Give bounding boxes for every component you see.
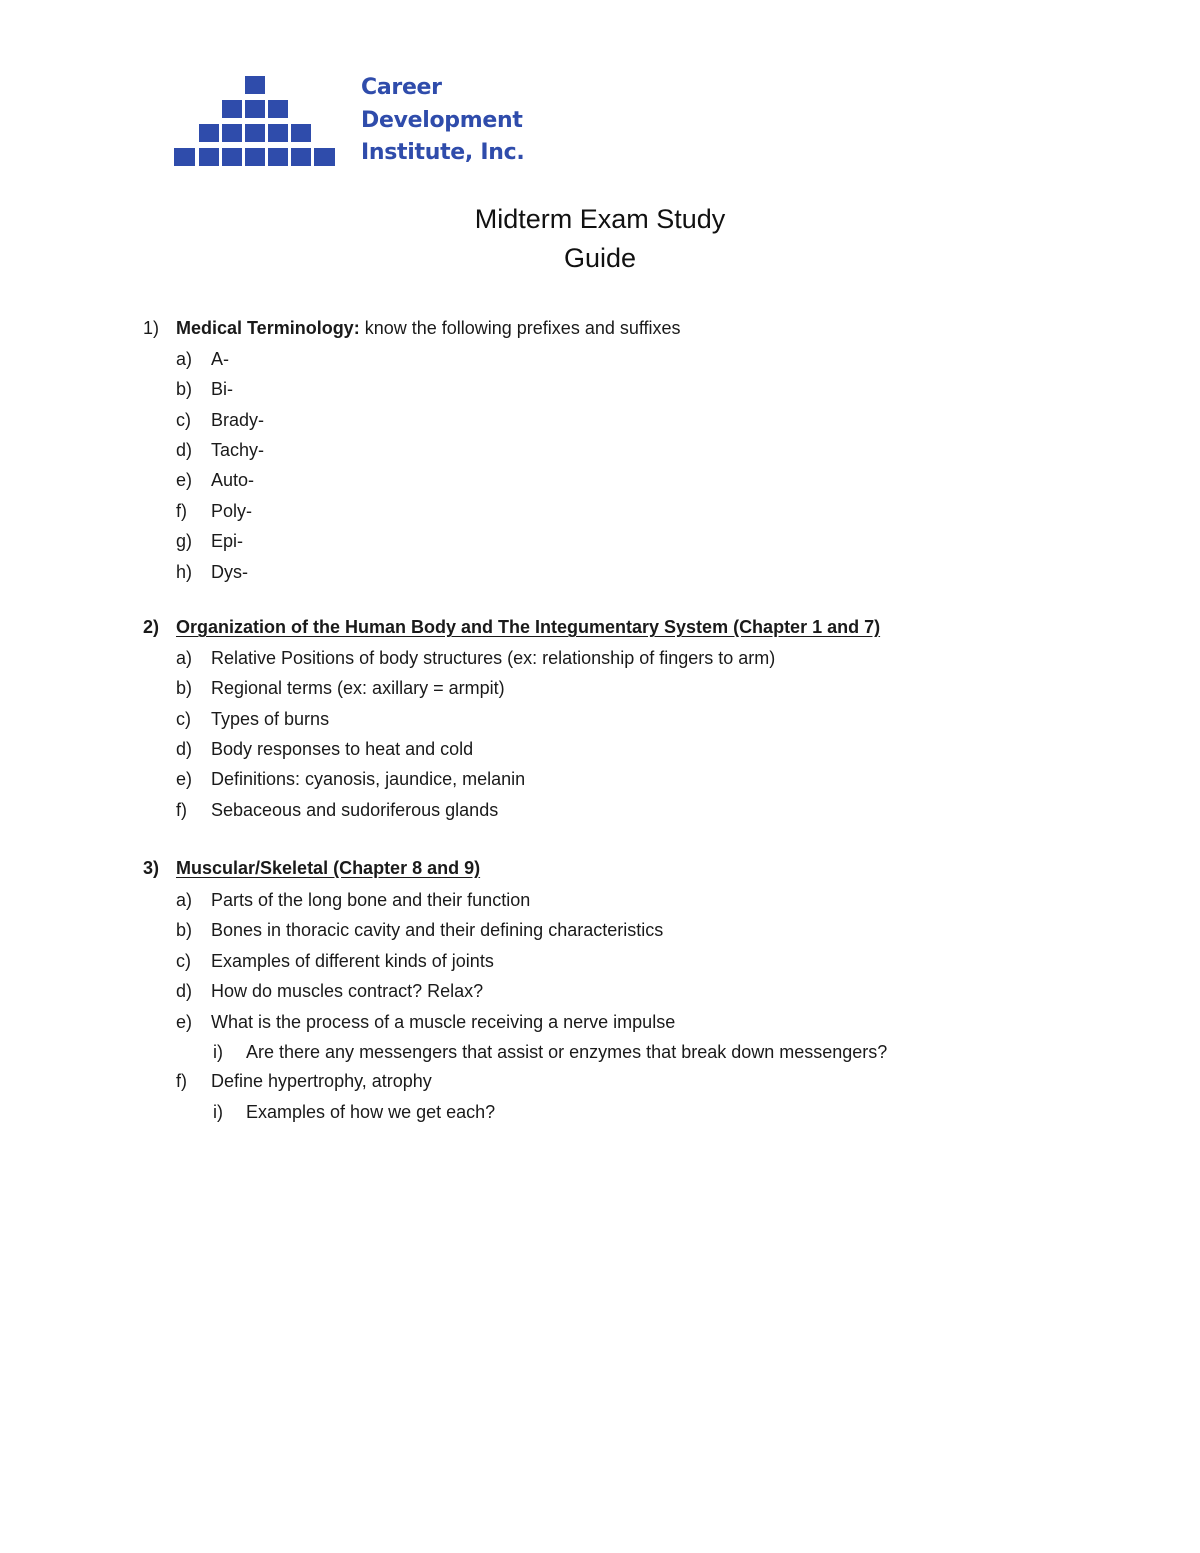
item-text: Poly-	[211, 501, 253, 521]
item-marker: h)	[176, 562, 193, 582]
logo-line-2: Development	[361, 107, 523, 133]
logo-wordmark	[361, 72, 524, 170]
item-text: Parts of the long bone and their function	[211, 890, 531, 910]
item-marker: f)	[176, 800, 187, 820]
item-marker: e)	[176, 470, 193, 490]
item-marker: b)	[176, 920, 193, 940]
item-marker: f)	[176, 1071, 187, 1091]
item-text: Define hypertrophy, atrophy	[211, 1071, 432, 1091]
item-marker: a)	[176, 648, 193, 668]
item-text: Relative Positions of body structures (ex: relationship of fingers to arm)	[211, 648, 776, 668]
item-text: Examples of different kinds of joints	[211, 951, 494, 971]
item-text: A-	[211, 349, 229, 369]
item-text: Brady-	[211, 410, 265, 430]
item-text: Definitions: cyanosis, jaundice, melanin	[211, 769, 526, 789]
logo-line-1: Career	[361, 75, 442, 100]
page-title	[0, 200, 1200, 277]
logo-blocks-icon	[174, 76, 336, 166]
section-heading: Organization of the Human Body and The Integumentary System (Chapter 1 and 7)	[176, 617, 881, 637]
item-marker: f)	[176, 501, 187, 521]
item-marker: e)	[176, 769, 193, 789]
item-marker: e)	[176, 1012, 193, 1032]
section-1-description: know the following prefixes and suffixes	[359, 318, 681, 338]
item-text: Auto-	[211, 470, 255, 490]
item-text: Bi-	[211, 379, 233, 399]
item-text: What is the process of a muscle receiving a nerve impulse	[211, 1012, 676, 1032]
item-marker: a)	[176, 890, 193, 910]
item-text: Dys-	[211, 562, 248, 582]
item-text: Body responses to heat and cold	[211, 739, 474, 759]
item-text: Types of burns	[211, 709, 330, 729]
item-marker: c)	[176, 951, 191, 971]
title-line-1: Midterm Exam Study	[474, 204, 726, 234]
item-text: Tachy-	[211, 440, 265, 460]
logo-line-3: Institute, Inc.	[361, 140, 525, 165]
company-logo	[174, 72, 525, 172]
section-heading	[176, 316, 681, 340]
item-marker: g)	[176, 531, 193, 551]
section-number: 1)	[143, 318, 160, 338]
item-marker: b)	[176, 678, 193, 698]
section-number: 3)	[143, 858, 160, 878]
item-marker: d)	[176, 981, 193, 1001]
item-marker: d)	[176, 739, 193, 759]
item-text: How do muscles contract? Relax?	[211, 981, 484, 1001]
item-text: Regional terms (ex: axillary = armpit)	[211, 678, 505, 698]
item-marker: d)	[176, 440, 193, 460]
item-marker: i)	[213, 1102, 223, 1122]
item-text: Epi-	[211, 531, 244, 551]
item-marker: b)	[176, 379, 193, 399]
item-marker: c)	[176, 709, 191, 729]
item-text: Bones in thoracic cavity and their defining characteristics	[211, 920, 664, 940]
item-text: Examples of how we get each?	[246, 1102, 496, 1122]
item-text: Sebaceous and sudoriferous glands	[211, 800, 499, 820]
item-marker: i)	[213, 1042, 223, 1062]
title-line-2: Guide	[563, 242, 637, 273]
section-1-title: Medical Terminology	[176, 318, 354, 338]
section-1-colon: :	[353, 318, 360, 338]
item-marker: a)	[176, 349, 193, 369]
section-heading: Muscular/Skeletal (Chapter 8 and 9)	[176, 858, 481, 878]
item-marker: c)	[176, 410, 191, 430]
section-number: 2)	[143, 617, 160, 637]
item-text: Are there any messengers that assist or enzymes that break down messengers?	[246, 1042, 888, 1062]
